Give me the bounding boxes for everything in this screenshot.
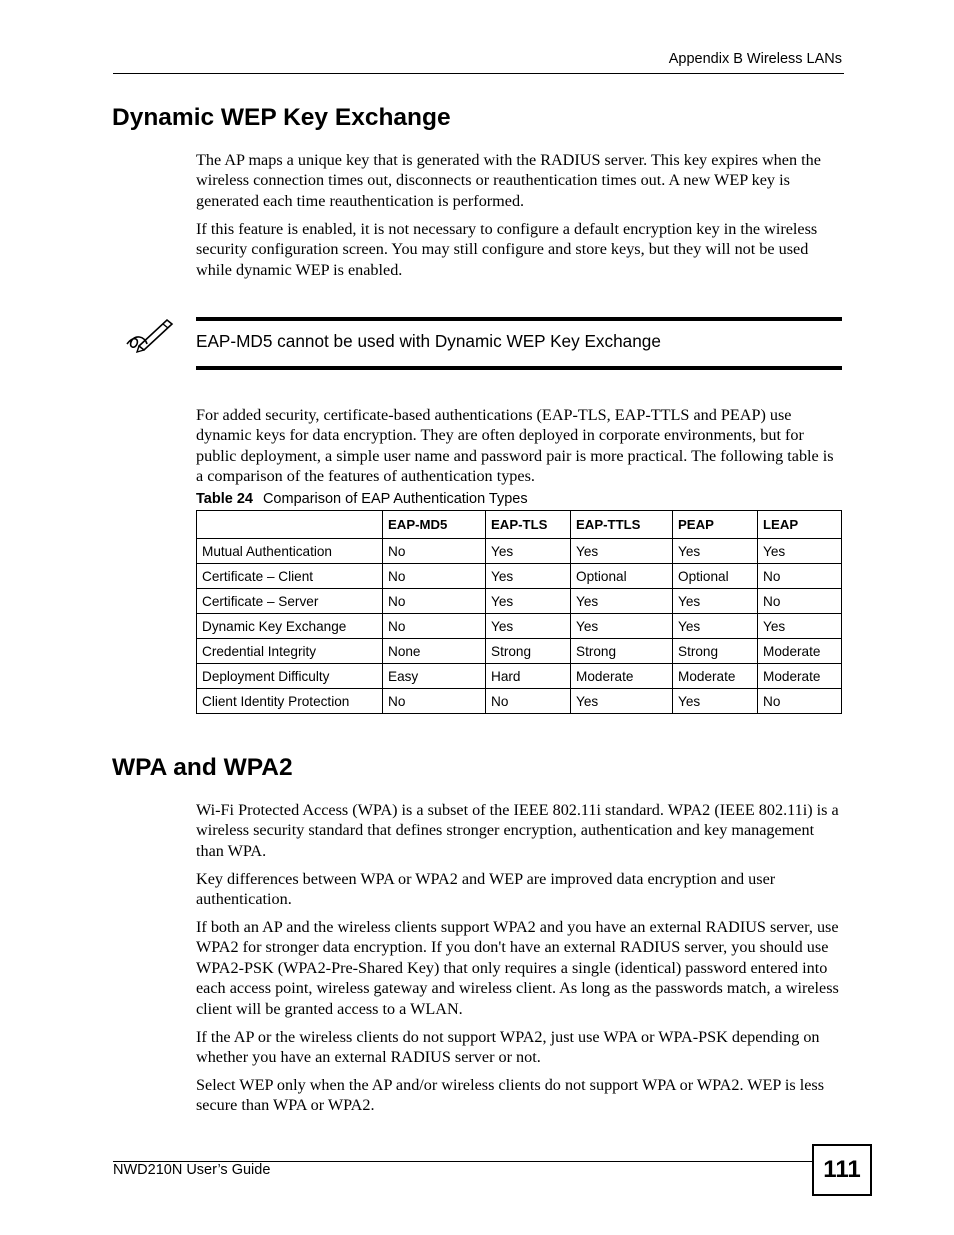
table-row xyxy=(197,564,842,589)
table-label: Table 24 xyxy=(196,491,253,507)
table-caption xyxy=(196,491,528,507)
table-cell: Moderate xyxy=(571,664,673,689)
pencil-note-icon xyxy=(125,314,175,354)
table-cell: Dynamic Key Exchange xyxy=(197,614,383,639)
table-header-row xyxy=(197,511,842,539)
table-header-cell: EAP-TLS xyxy=(486,511,571,539)
eap-comparison-table xyxy=(196,510,842,714)
table-cell: Certificate – Server xyxy=(197,589,383,614)
table-cell: Strong xyxy=(673,639,758,664)
table-cell: Client Identity Protection xyxy=(197,689,383,714)
table-row xyxy=(197,664,842,689)
table-cell: Deployment Difficulty xyxy=(197,664,383,689)
table-caption-text: Comparison of EAP Authentication Types xyxy=(262,491,528,507)
table-cell: No xyxy=(383,689,486,714)
table-cell: Moderate xyxy=(758,664,842,689)
paragraph: The AP maps a unique key that is generated with the RADIUS server. This key expires when the wireless connection times out, disconnects or reauthentication times out. A new WEP key is generated each time reauthentication is performed. xyxy=(196,151,821,210)
table-cell: Mutual Authentication xyxy=(197,539,383,564)
running-header: Appendix B Wireless LANs xyxy=(668,51,842,67)
table-cell: No xyxy=(758,689,842,714)
table-row xyxy=(197,614,842,639)
table-cell: Credential Integrity xyxy=(197,639,383,664)
table-row xyxy=(197,689,842,714)
header-rule xyxy=(113,73,844,74)
paragraph: Key differences between WPA or WPA2 and WEP are improved data encryption and user authentication. xyxy=(196,869,776,909)
page-number: 111 xyxy=(812,1144,872,1196)
table-header-cell: EAP-TTLS xyxy=(571,511,673,539)
footer-guide-title: NWD210N User’s Guide xyxy=(113,1162,271,1178)
table-cell: No xyxy=(758,564,842,589)
table-cell: Yes xyxy=(758,539,842,564)
table-cell: Yes xyxy=(571,539,673,564)
table-cell: None xyxy=(383,639,486,664)
table-row xyxy=(197,639,842,664)
paragraph: Wi-Fi Protected Access (WPA) is a subset of the IEEE 802.11i standard. WPA2 (IEEE 802.11i) is a wireless security standard that defines stronger encryption, authentication and key management than WPA. xyxy=(196,801,839,860)
table-cell: No xyxy=(383,539,486,564)
table-row xyxy=(197,589,842,614)
table-cell: Moderate xyxy=(673,664,758,689)
paragraph: If the AP or the wireless clients do not support WPA2, just use WPA or WPA-PSK depending on whether you have an external RADIUS server or not. xyxy=(196,1027,820,1066)
paragraph: If this feature is enabled, it is not necessary to configure a default encryption key in the wireless security configuration screen. You may still configure and store keys, but they will not be used while dynamic WEP is enabled. xyxy=(196,219,818,279)
table-cell: Hard xyxy=(486,664,571,689)
section-title-wpa: WPA and WPA2 xyxy=(112,754,293,781)
section-title-dynamic-wep: Dynamic WEP Key Exchange xyxy=(112,104,451,131)
table-cell: Easy xyxy=(383,664,486,689)
paragraph: If both an AP and the wireless clients support WPA2 and you have an external RADIUS server, use WPA2 for stronger data encryption. If you don't have an external RADIUS server, you should use WPA2-PSK (WPA2-Pre-Shared Key) that only requires a single (identical) password entered into each access point, wireless gateway and wireless client. As long as the passwords match, a wireless client will be granted access to a WLAN. xyxy=(196,918,839,1018)
table-cell: Yes xyxy=(486,564,571,589)
table-cell: No xyxy=(486,689,571,714)
table-cell: Yes xyxy=(571,589,673,614)
table-cell: Certificate – Client xyxy=(197,564,383,589)
table-cell: Yes xyxy=(673,539,758,564)
table-cell: No xyxy=(758,589,842,614)
table-cell: Optional xyxy=(673,564,758,589)
table-cell: Yes xyxy=(758,614,842,639)
table-cell: Optional xyxy=(571,564,673,589)
table-cell: Yes xyxy=(571,614,673,639)
note-text: EAP-MD5 cannot be used with Dynamic WEP Key Exchange xyxy=(196,331,661,351)
paragraph: For added security, certificate-based authentications (EAP-TLS, EAP-TTLS and PEAP) use dynamic keys for data encryption. They are often deployed in corporate environments, but for public deployment, a simple user name and password pair is more practical. The following table is a comparison of the features of authentication types. xyxy=(196,406,834,486)
section-body-dynamic-wep xyxy=(196,150,842,287)
table-cell: Yes xyxy=(673,689,758,714)
table-header-cell: PEAP xyxy=(673,511,758,539)
after-note-body xyxy=(196,405,842,494)
table-cell: Yes xyxy=(486,589,571,614)
table-cell: Yes xyxy=(486,539,571,564)
table-cell: Yes xyxy=(486,614,571,639)
table-cell: Moderate xyxy=(758,639,842,664)
table-cell: No xyxy=(383,614,486,639)
table-row xyxy=(197,539,842,564)
table-cell: Strong xyxy=(571,639,673,664)
table-header-cell xyxy=(197,511,383,539)
note-top-rule xyxy=(196,317,842,321)
table-cell: Strong xyxy=(486,639,571,664)
table-cell: Yes xyxy=(571,689,673,714)
table-cell: No xyxy=(383,564,486,589)
table-header-cell: LEAP xyxy=(758,511,842,539)
note-bottom-rule xyxy=(196,366,842,370)
table-cell: Yes xyxy=(673,589,758,614)
paragraph: Select WEP only when the AP and/or wireless clients do not support WPA or WPA2. WEP is less secure than WPA or WPA2. xyxy=(196,1075,824,1115)
table-header-cell: EAP-MD5 xyxy=(383,511,486,539)
table-cell: Yes xyxy=(673,614,758,639)
section-body-wpa xyxy=(196,800,842,1123)
table-cell: No xyxy=(383,589,486,614)
